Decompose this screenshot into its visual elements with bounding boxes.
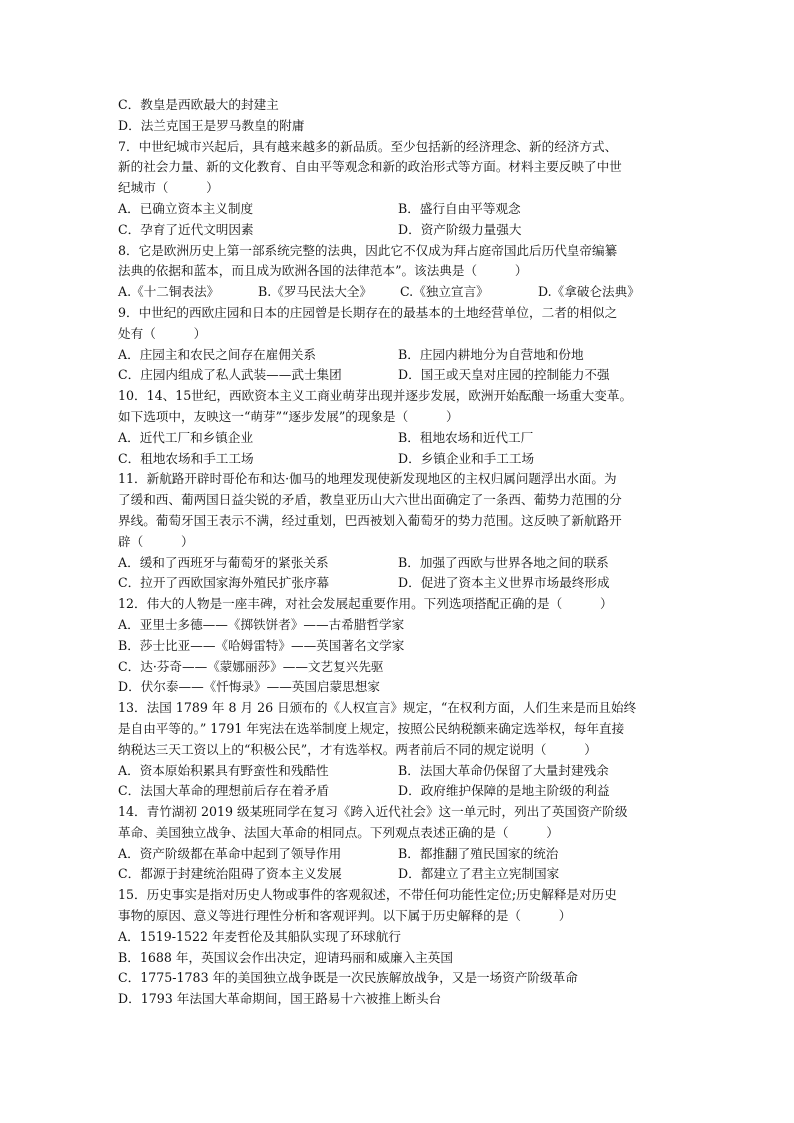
option-row	[118, 573, 690, 594]
option-row	[118, 345, 690, 366]
option-row	[118, 365, 690, 386]
option-left: A．资产阶级都在革命中起到了领导作用	[118, 845, 342, 861]
option-right: B．庄园内耕地分为自营地和份地	[398, 346, 584, 362]
text-line: 12．伟大的人物是一座丰碑，对社会发展起重要作用。下列选项搭配正确的是（ ）	[118, 596, 613, 612]
option-row	[118, 553, 690, 574]
text-line: 14．青竹湖初 2019 级某班同学在复习《跨入近代社会》这一单元时，列出了英国资产阶级	[118, 804, 628, 820]
text-line: A．1519-1522 年麦哲伦及其船队实现了环球航行	[118, 928, 401, 944]
option-row	[118, 199, 690, 220]
option-row	[118, 864, 690, 885]
text-line: 10．14、15世纪，西欧资本主义工商业萌芽出现并逐步发展，欧洲开始酝酿一场重大变革。	[118, 388, 633, 404]
option-left: C．孕育了近代文明因素	[118, 221, 254, 237]
option-d: D.《拿破仑法典》	[538, 284, 640, 300]
text-line: D．法兰克国王是罗马教皇的附庸	[118, 117, 305, 133]
option-right: D．政府维护保障的是地主阶级的利益	[398, 783, 610, 799]
option-right: B．盛行自由平等观念	[398, 200, 521, 216]
option-left: C．法国大革命的理想前后存在着矛盾	[118, 783, 330, 799]
option-left: A．已确立资本主义制度	[118, 200, 254, 216]
option-left: A．近代工厂和乡镇企业	[118, 429, 254, 445]
option-left: A．缓和了西班牙与葡萄牙的紧张关系	[118, 554, 329, 570]
option-row	[118, 761, 690, 782]
option-right: D．都建立了君主立宪制国家	[398, 866, 560, 882]
text-line: A．亚里士多德——《掷铁饼者》——古希腊哲学家	[118, 616, 405, 632]
text-line: B．1688 年，英国议会作出决定，迎请玛丽和威廉入主英国	[118, 949, 453, 965]
text-line: 13．法国 1789 年 8 月 26 日颁布的《人权宣言》规定，“在权利方面，人们生来是而且始终	[118, 700, 637, 716]
text-line: C．达·芬奇——《蒙娜丽莎》——文艺复兴先驱	[118, 658, 384, 674]
text-line: 如下选项中，友映这一“萌芽”“逐步发展”的现象是（ ）	[118, 408, 459, 424]
option-left: A．庄园主和农民之间存在雇佣关系	[118, 346, 317, 362]
option-left: C．庄园内组成了私人武装——武士集团	[118, 367, 342, 383]
option-row-four	[118, 282, 690, 303]
option-row	[118, 428, 690, 449]
text-line: 界线。葡萄牙国王表示不满，经过重划，巴西被划入葡萄牙的势力范围。这反映了新航路开	[118, 512, 622, 528]
option-right: D．促进了资本主义世界市场最终形成	[398, 575, 610, 591]
text-line: 处有（ ）	[118, 325, 207, 341]
exam-page	[118, 95, 690, 1010]
option-left: C．都源于封建统治阻碍了资本主义发展	[118, 866, 342, 882]
option-row	[118, 449, 690, 470]
text-line: 是自由平等的。” 1791 年宪法在选举制度上规定，按照公民纳税额来确定选举权，每年直接	[118, 720, 625, 736]
text-line: 11．新航路开辟时哥伦布和达·伽马的地理发现使新发现地区的主权归属问题浮出水面。为	[118, 471, 617, 487]
option-right: B．租地农场和近代工厂	[398, 429, 534, 445]
text-line: 纳税达三天工资以上的“积极公民”，才有选举权。两者前后不同的规定说明（ ）	[118, 741, 597, 757]
text-line: 9．中世纪的西欧庄园和日本的庄园曾是长期存在的最基本的土地经营单位，二者的相似之	[118, 304, 618, 320]
option-left: C．租地农场和手工工场	[118, 450, 254, 466]
text-line: 纪城市（ ）	[118, 180, 219, 196]
option-right: B．加强了西欧与世界各地之间的联系	[398, 554, 609, 570]
text-line: 新的社会力量、新的文化教育、自由平等观念和新的政治形式等方面。材料主要反映了中世	[118, 159, 622, 175]
text-line: D．伏尔泰——《忏悔录》——英国启蒙思想家	[118, 679, 380, 695]
option-right: B．法国大革命仍保留了大量封建残余	[398, 762, 609, 778]
option-row	[118, 844, 690, 865]
text-line: 15．历史事实是指对历史人物或事件的客观叙述，不带任何功能性定位;历史解释是对历史	[118, 887, 617, 903]
option-row	[118, 220, 690, 241]
text-line: 辟（ ）	[118, 533, 194, 549]
text-line: 7．中世纪城市兴起后，具有越来越多的新品质。至少包括新的经济理念、新的经济方式、	[118, 138, 618, 154]
text-line: 8．它是欧洲历史上第一部系统完整的法典，因此它不仅成为拜占庭帝国此后历代皇帝编纂	[118, 242, 618, 258]
option-right: D．国王或天皇对庄园的控制能力不强	[398, 367, 610, 383]
text-line: 革命、美国独立战争、法国大革命的相同点。下列观点表述正确的是（ ）	[118, 824, 559, 840]
text-line: C．1775-1783 年的美国独立战争既是一次民族解放战争，又是一场资产阶级革命	[118, 970, 578, 986]
option-right: B．都推翻了殖民国家的统治	[398, 845, 559, 861]
text-line: B．莎士比亚——《哈姆雷特》——英国著名文学家	[118, 637, 405, 653]
text-line: 法典的依据和蓝本，而且成为欧洲各国的法律范本”。该法典是（ ）	[118, 263, 528, 279]
option-b: B.《罗马民法大全》	[258, 284, 373, 300]
option-row	[118, 781, 690, 802]
text-line: C．教皇是西欧最大的封建主	[118, 97, 279, 112]
option-left: A．资本原始积累具有野蛮性和残酷性	[118, 762, 329, 778]
option-left: C．拉开了西欧国家海外殖民扩张序幕	[118, 575, 330, 591]
option-right: D．乡镇企业和手工工场	[398, 450, 535, 466]
text-line: 事物的原因、意义等进行理性分析和客观评判。以下属于历史解释的是（ ）	[118, 908, 572, 924]
option-right: D．资产阶级力量强大	[398, 221, 522, 237]
option-a: A.《十二铜表法》	[118, 284, 220, 300]
option-c: C.《独立宣言》	[400, 284, 489, 300]
text-line: D．1793 年法国大革命期间，国王路易十六被推上断头台	[118, 991, 442, 1007]
text-line: 了缓和西、葡两国日益尖锐的矛盾，教皇亚历山大六世出面确定了一条西、葡势力范围的分	[118, 492, 622, 508]
